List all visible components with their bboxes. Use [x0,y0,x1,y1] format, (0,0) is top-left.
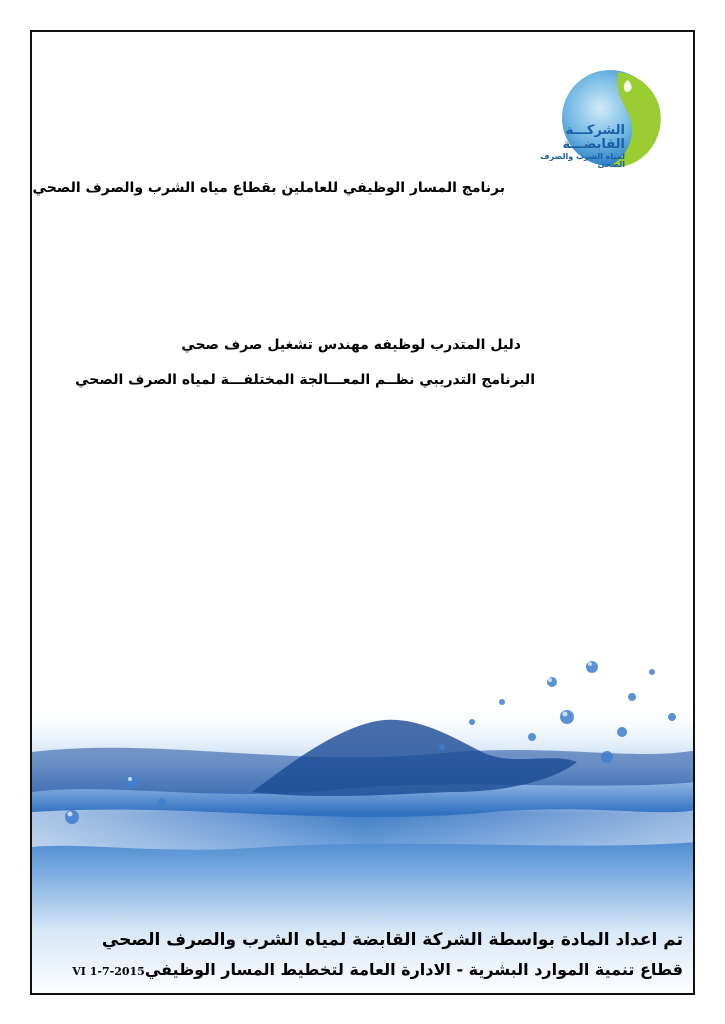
footer-department [64,960,683,979]
page-frame [30,30,695,995]
training-program-title: البرنامج التدريبي نظــم المعـــالجة المختلفـــة لمياه الصرف الصحي [75,372,535,388]
guide-title: دليل المتدرب لوظيفه مهندس تشغيل صرف صحي [181,337,521,353]
logo-line-2: لمياه الشرب والصرف الصحى [540,151,625,170]
footer-prepared-by: تم اعداد المادة بواسطة الشركة القابضة لمياه الشرب والصرف الصحي [101,930,683,950]
logo-wordmark [535,124,625,170]
logo-line-1: الشركـــة القابضـــة [562,123,625,153]
version-label: VI 1-7-2015 [72,965,145,978]
program-title: برنامج المسار الوظيفي للعاملين بقطاع مياه الشرب والصرف الصحي [32,180,505,196]
footer-department-text: قطاع تنمية الموارد البشرية - الادارة العامة لتخطيط المسار الوظيفي [144,960,683,979]
